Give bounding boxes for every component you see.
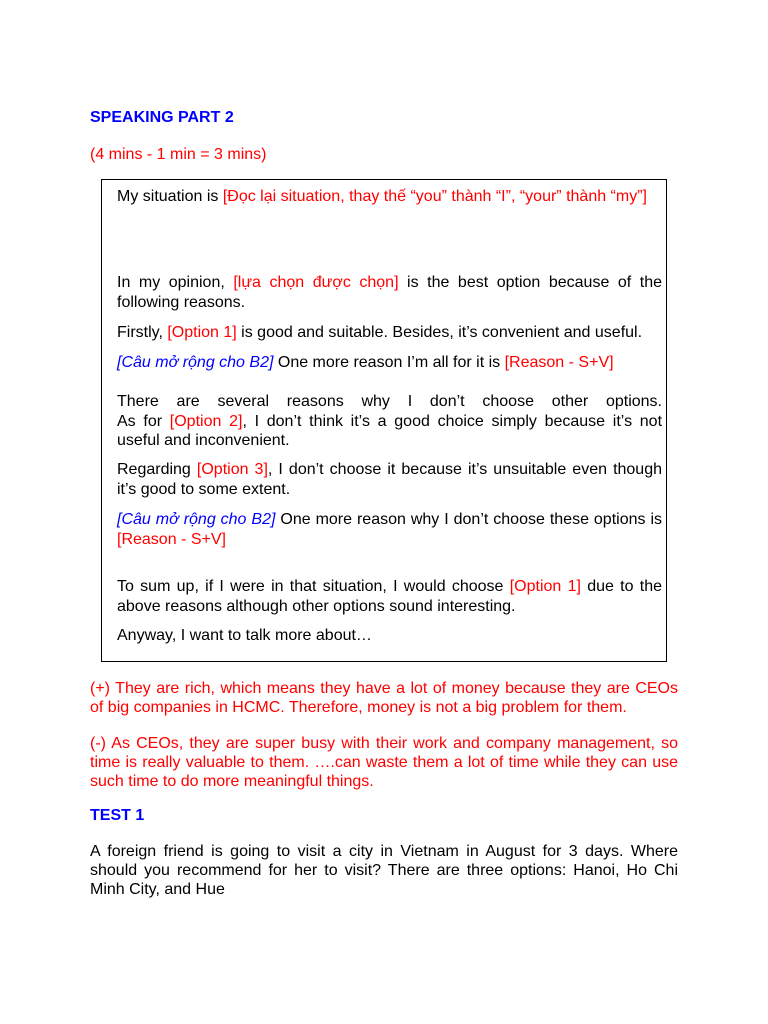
regarding-prefix: Regarding — [117, 461, 197, 478]
extension-placeholder-2: [Reason - S+V] — [117, 530, 226, 548]
as-for-suffix: , I don’t think it’s a good choice simply because it’s not useful and inconvenient. — [117, 412, 663, 449]
sum-up-line — [117, 577, 662, 616]
sum-up-prefix: To sum up, if I were in that situation, I would choose — [117, 578, 510, 595]
several-reasons-block — [117, 392, 662, 451]
regarding-placeholder: [Option 3] — [196, 461, 268, 478]
extension-tag-2: [Câu mở rộng cho B2] — [117, 511, 276, 528]
as-for-prefix: As for — [117, 412, 170, 430]
template-box — [101, 179, 667, 662]
extension-tag-1: [Câu mở rộng cho B2] — [117, 354, 274, 371]
firstly-line — [117, 323, 662, 343]
regarding-line — [117, 460, 662, 499]
situation-prefix: My situation is — [117, 188, 223, 205]
timing-note: (4 mins - 1 min = 3 mins) — [90, 146, 267, 163]
anyway-line: Anyway, I want to talk more about… — [117, 627, 372, 644]
situation-line — [117, 187, 662, 207]
situation-placeholder: [Đọc lại situation, thay thế “you” thành “I”, “your” thành “my”] — [222, 188, 647, 205]
as-for-line — [117, 412, 662, 451]
extension-line-2 — [117, 510, 662, 549]
test-question: A foreign friend is going to visit a city in Vietnam in August for 3 days. Where should you recommend for her to visit? There are three options: Hanoi, Ho Chi Minh City, and Hue — [90, 843, 678, 898]
several-reasons-line: There are several reasons why I don’t choose other options. — [117, 393, 662, 410]
regarding-suffix: , I don’t choose it because it’s unsuitable even though it’s good to some extent. — [117, 461, 663, 498]
extension-placeholder-1: [Reason - S+V] — [504, 354, 614, 371]
note-minus: (-) As CEOs, they are super busy with their work and company management, so time is really valuable to them. ….can waste them a lot of time while they can use such time to do more meaningful things. — [90, 735, 678, 790]
opinion-prefix: In my opinion, — [117, 274, 234, 291]
extension-line-1 — [117, 353, 662, 373]
extension-text-2: One more reason why I don’t choose these options is — [275, 511, 663, 528]
note-plus: (+) They are rich, which means they have a lot of money because they are CEOs of big companies in HCMC. Therefore, money is not a big problem for them. — [90, 680, 678, 716]
sum-up-placeholder: [Option 1] — [509, 578, 581, 595]
sum-up-suffix: due to the above reasons although other options sound interesting. — [117, 578, 663, 615]
firstly-suffix: is good and suitable. Besides, it’s convenient and useful. — [236, 324, 643, 341]
as-for-placeholder: [Option 2] — [169, 412, 243, 430]
firstly-placeholder: [Option 1] — [167, 324, 237, 341]
opinion-suffix: is the best option because of the following reasons. — [117, 274, 662, 311]
section-title: SPEAKING PART 2 — [90, 109, 234, 126]
extension-text-1: One more reason I’m all for it is — [273, 354, 505, 371]
opinion-placeholder: [lựa chọn được chọn] — [233, 274, 399, 291]
test-title: TEST 1 — [90, 807, 145, 824]
firstly-prefix: Firstly, — [117, 324, 168, 341]
opinion-line — [117, 273, 662, 312]
